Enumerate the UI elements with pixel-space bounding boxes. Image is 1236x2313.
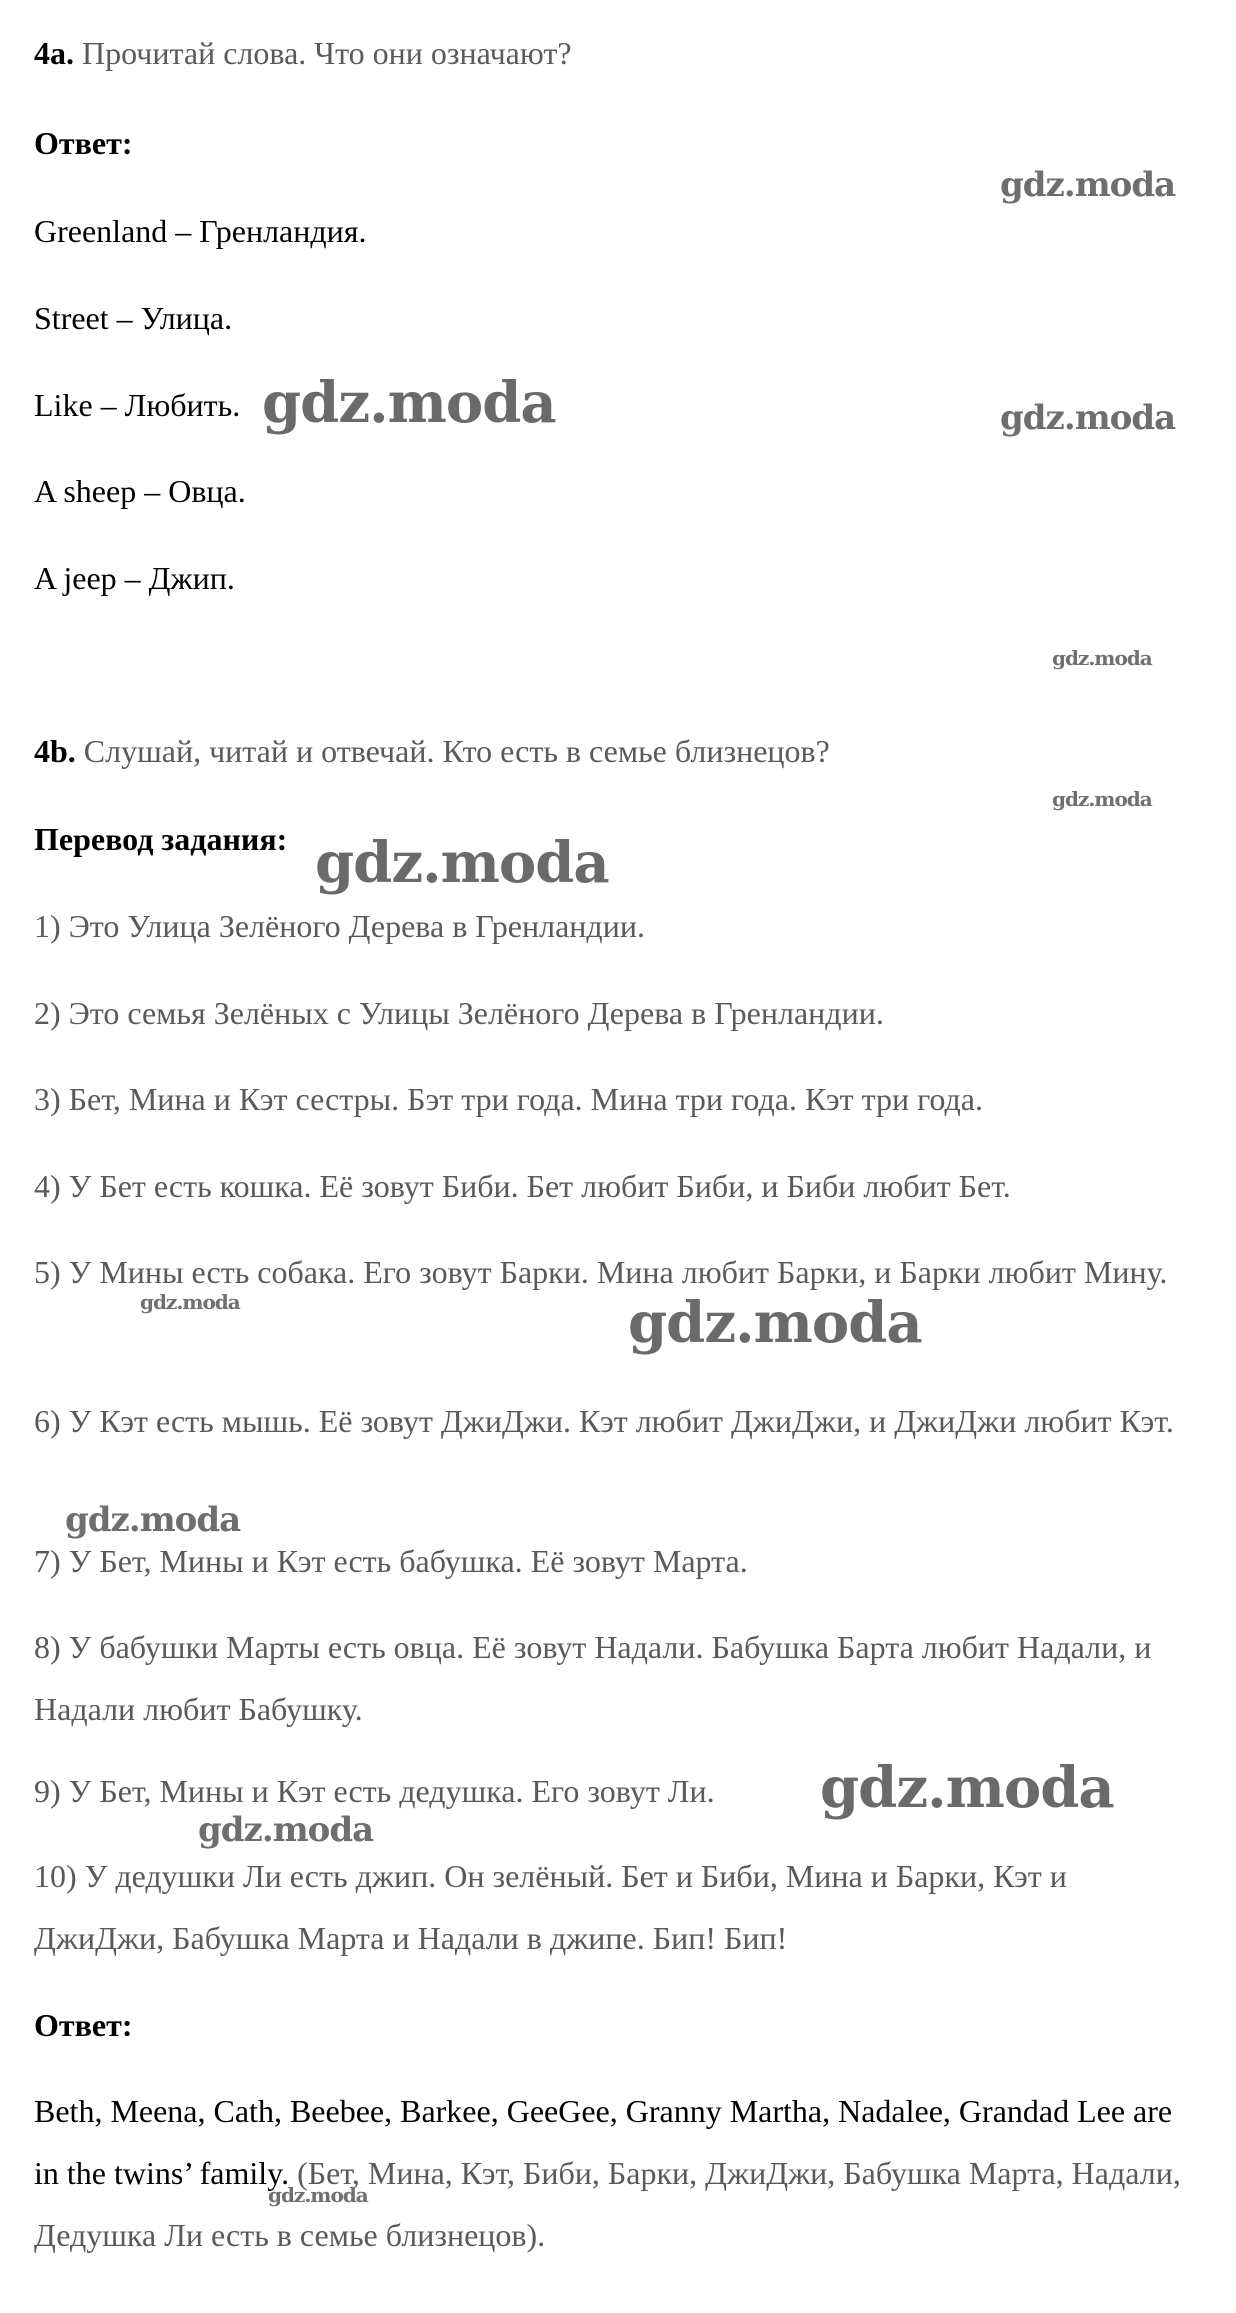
translation-label: Перевод задания: [34, 821, 288, 857]
watermark: gdz.moda [820, 1755, 1114, 1821]
task-number: 4b. [34, 733, 76, 769]
word-item: A jeep – Джип. [34, 560, 235, 596]
translation-line: 7) У Бет, Мины и Кэт есть бабушка. Её зовут Марта. [34, 1543, 748, 1579]
word-item: Like – Любить. [34, 387, 241, 423]
translation-line: 3) Бет, Мина и Кэт сестры. Бэт три года. Мина три года. Кэт три года. [34, 1081, 983, 1117]
watermark: gdz.moda [1052, 646, 1152, 670]
answer-english: Beth, Meena, Cath, Beebee, Barkee, GeeGee, Granny Martha, Nadalee, Grandad Lee are in the twins’ family. [34, 2093, 1173, 2191]
watermark: gdz.moda [628, 1290, 922, 1356]
task-4a-heading [34, 22, 1204, 84]
answer-label: Ответ: [34, 125, 133, 161]
answer-label: Ответ: [34, 2007, 133, 2043]
word-item: A sheep – Овца. [34, 473, 246, 509]
translation-line: 2) Это семья Зелёных с Улицы Зелёного Дерева в Гренландии. [34, 995, 884, 1031]
translation-line: 4) У Бет есть кошка. Её зовут Биби. Бет любит Биби, и Биби любит Бет. [34, 1168, 1011, 1204]
watermark: gdz.moda [268, 2183, 368, 2207]
translation-line: 5) У Мины есть собака. Его зовут Барки. Мина любит Барки, и Барки любит Мину. [34, 1254, 1168, 1290]
answer-text [34, 2080, 1204, 2266]
task-prompt: Слушай, читай и отвечай. Кто есть в семье близнецов? [83, 733, 830, 769]
watermark: gdz.moda [1000, 165, 1176, 205]
word-item: Greenland – Гренландия. [34, 213, 367, 249]
word-item: Street – Улица. [34, 300, 233, 336]
answer-russian: (Бет, Мина, Кэт, Биби, Барки, ДжиДжи, Бабушка Марта, Надали, Дедушка Ли есть в семье близнецов). [34, 2155, 1181, 2253]
translation-line: 6) У Кэт есть мышь. Её зовут ДжиДжи. Кэт любит ДжиДжи, и ДжиДжи любит Кэт. [34, 1403, 1174, 1439]
translation-line: 9) У Бет, Мины и Кэт есть дедушка. Его зовут Ли. [34, 1773, 715, 1809]
task-4b-heading [34, 720, 1204, 782]
watermark: gdz.moda [140, 1290, 240, 1314]
watermark: gdz.moda [1000, 398, 1176, 438]
translation-line: 1) Это Улица Зелёного Дерева в Гренландии. [34, 908, 645, 944]
translation-line: 8) У бабушки Марты есть овца. Её зовут Надали. Бабушка Барта любит Надали, и Надали любит Бабушку. [34, 1629, 1152, 1727]
watermark: gdz.moda [1052, 787, 1152, 811]
task-number: 4a. [34, 35, 74, 71]
translation-line: 10) У дедушки Ли есть джип. Он зелёный. Бет и Биби, Мина и Барки, Кэт и ДжиДжи, Бабушка Марта и Надали в джипе. Бип! Бип! [34, 1858, 1067, 1956]
watermark: gdz.moda [262, 370, 556, 436]
watermark: gdz.moda [315, 830, 609, 896]
task-prompt: Прочитай слова. Что они означают? [82, 35, 572, 71]
watermark: gdz.moda [198, 1810, 374, 1850]
watermark: gdz.moda [65, 1500, 241, 1540]
